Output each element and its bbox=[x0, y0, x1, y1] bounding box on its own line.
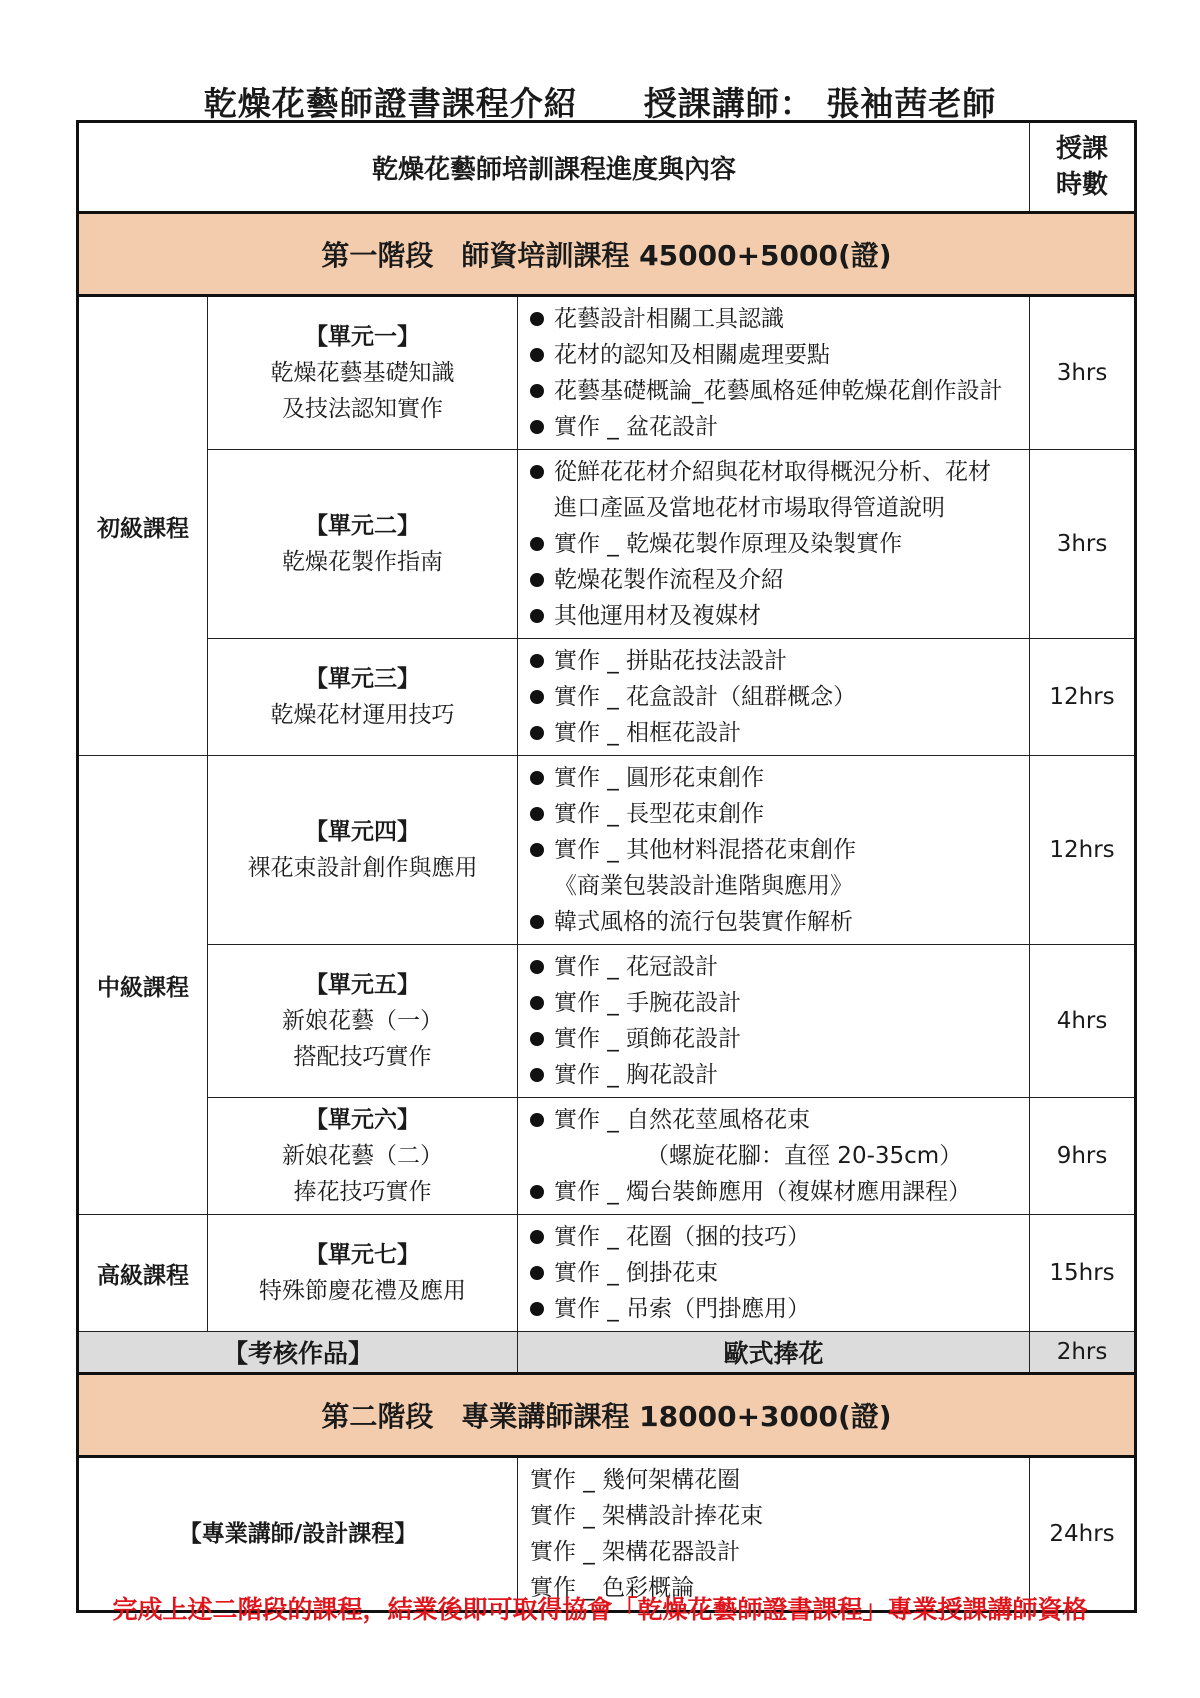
hours-cell: 24hrs bbox=[1030, 1457, 1136, 1612]
assessment-label: 【考核作品】 bbox=[78, 1332, 518, 1374]
list-item: 花藝設計相關工具認識 bbox=[526, 301, 1023, 337]
list-item: 實作 _ 乾燥花製作原理及染製實作 bbox=[526, 526, 1023, 562]
stage2-course-name: 【專業講師/設計課程】 bbox=[78, 1457, 518, 1612]
stage1-row bbox=[78, 213, 1136, 296]
table-row bbox=[78, 639, 1136, 756]
unit-cell: 【單元六】 新娘花藝（二） 捧花技巧實作 bbox=[208, 1098, 518, 1215]
bullet-icon bbox=[530, 960, 544, 974]
list-item: 實作 _ 架構設計捧花束 bbox=[530, 1503, 764, 1529]
items-cell bbox=[518, 756, 1030, 945]
table-row bbox=[78, 1457, 1136, 1612]
list-item: 從鮮花花材介紹與花材取得概況分析、花材 bbox=[526, 454, 1023, 490]
hours-cell: 12hrs bbox=[1030, 639, 1136, 756]
list-item: 實作 _ 燭台裝飾應用（複媒材應用課程） bbox=[526, 1174, 1023, 1210]
course-table bbox=[76, 120, 1137, 1613]
list-item: 實作 _ 倒掛花束 bbox=[526, 1255, 1023, 1291]
items-cell bbox=[518, 1098, 1030, 1215]
bullet-icon bbox=[530, 726, 544, 740]
table-row bbox=[78, 756, 1136, 945]
list-item: 實作 _ 圓形花束創作 bbox=[526, 760, 1023, 796]
list-item: 其他運用材及複媒材 bbox=[526, 598, 1023, 634]
bullet-icon bbox=[530, 384, 544, 398]
items-cell bbox=[518, 1457, 1030, 1612]
list-item: 韓式風格的流行包裝實作解析 bbox=[526, 904, 1023, 940]
page-title bbox=[0, 78, 1200, 125]
bullet-icon bbox=[530, 465, 544, 479]
bullet-icon bbox=[530, 654, 544, 668]
table-header-row bbox=[78, 122, 1136, 213]
bullet-icon bbox=[530, 1113, 544, 1127]
list-item: 實作 _ 拼貼花技法設計 bbox=[526, 643, 1023, 679]
instructor-name: 授課講師： 張袖茜老師 bbox=[643, 84, 997, 123]
bullet-icon bbox=[530, 1266, 544, 1280]
bullet-icon bbox=[530, 996, 544, 1010]
list-item: 進口產區及當地花材市場取得管道說明 bbox=[554, 495, 945, 521]
bullet-icon bbox=[530, 537, 544, 551]
bullet-icon bbox=[530, 609, 544, 623]
list-item: 實作 _ 胸花設計 bbox=[526, 1057, 1023, 1093]
bullet-icon bbox=[530, 690, 544, 704]
list-item: 實作 _ 手腕花設計 bbox=[526, 985, 1023, 1021]
course-title: 乾燥花藝師證書課程介紹 bbox=[203, 84, 578, 123]
bullet-icon bbox=[530, 771, 544, 785]
bullet-icon bbox=[530, 1302, 544, 1316]
list-item: 實作 _ 色彩概論 bbox=[530, 1575, 695, 1601]
list-item: 實作 _ 自然花莖風格花束 bbox=[526, 1102, 1023, 1138]
unit-cell: 【單元五】 新娘花藝（一） 搭配技巧實作 bbox=[208, 945, 518, 1098]
table-row bbox=[78, 945, 1136, 1098]
unit-cell: 【單元四】 裸花束設計創作與應用 bbox=[208, 756, 518, 945]
hours-cell: 3hrs bbox=[1030, 296, 1136, 450]
list-item: 實作 _ 架構花器設計 bbox=[530, 1539, 741, 1565]
unit-cell: 【單元二】 乾燥花製作指南 bbox=[208, 450, 518, 639]
table-row bbox=[78, 1098, 1136, 1215]
list-item: 實作 _ 長型花束創作 bbox=[526, 796, 1023, 832]
items-cell bbox=[518, 1215, 1030, 1332]
assessment-work: 歐式捧花 bbox=[518, 1332, 1030, 1374]
bullet-icon bbox=[530, 807, 544, 821]
list-item: 實作 _ 頭飾花設計 bbox=[526, 1021, 1023, 1057]
list-item: 實作 _ 幾何架構花圈 bbox=[530, 1467, 741, 1493]
list-item: 花藝基礎概論_花藝風格延伸乾燥花創作設計 bbox=[526, 373, 1023, 409]
list-item: 實作 _ 花盒設計（組群概念） bbox=[526, 679, 1023, 715]
items-cell bbox=[518, 639, 1030, 756]
bullet-icon bbox=[530, 1068, 544, 1082]
items-cell bbox=[518, 450, 1030, 639]
unit-cell: 【單元七】 特殊節慶花禮及應用 bbox=[208, 1215, 518, 1332]
hours-cell: 3hrs bbox=[1030, 450, 1136, 639]
table-row bbox=[78, 296, 1136, 450]
stage2-banner: 第二階段 專業講師課程 18000+3000(證) bbox=[78, 1374, 1136, 1457]
list-item: 實作 _ 其他材料混搭花束創作 bbox=[526, 832, 1023, 868]
table-row bbox=[78, 450, 1136, 639]
list-item: 實作 _ 吊索（門掛應用） bbox=[526, 1291, 1023, 1327]
bullet-icon bbox=[530, 915, 544, 929]
bullet-icon bbox=[530, 348, 544, 362]
list-item: 實作 _ 花圈（捆的技巧） bbox=[526, 1219, 1023, 1255]
hours-cell: 12hrs bbox=[1030, 756, 1136, 945]
assessment-hours: 2hrs bbox=[1030, 1332, 1136, 1374]
list-item: 乾燥花製作流程及介紹 bbox=[526, 562, 1023, 598]
items-cell bbox=[518, 945, 1030, 1098]
level-advanced: 高級課程 bbox=[78, 1215, 208, 1332]
list-item: 實作 _ 相框花設計 bbox=[526, 715, 1023, 751]
footer-note: 完成上述二階段的課程，結業後即可取得協會「乾燥花藝師證書課程」專業授課講師資格 bbox=[112, 1595, 1088, 1624]
bullet-icon bbox=[530, 1185, 544, 1199]
bullet-icon bbox=[530, 1032, 544, 1046]
content-header: 乾燥花藝師培訓課程進度與內容 bbox=[78, 122, 1030, 213]
list-item: 實作 _ 盆花設計 bbox=[526, 409, 1023, 445]
stage2-row bbox=[78, 1374, 1136, 1457]
unit-cell: 【單元一】 乾燥花藝基礎知識 及技法認知實作 bbox=[208, 296, 518, 450]
hours-cell: 4hrs bbox=[1030, 945, 1136, 1098]
hours-header: 授課 時數 bbox=[1030, 122, 1136, 213]
bullet-icon bbox=[530, 312, 544, 326]
level-intermediate: 中級課程 bbox=[78, 756, 208, 1215]
items-cell bbox=[518, 296, 1030, 450]
unit-cell: 【單元三】 乾燥花材運用技巧 bbox=[208, 639, 518, 756]
hours-cell: 9hrs bbox=[1030, 1098, 1136, 1215]
bullet-icon bbox=[530, 843, 544, 857]
level-beginner: 初級課程 bbox=[78, 296, 208, 756]
list-item: 花材的認知及相關處理要點 bbox=[526, 337, 1023, 373]
bullet-icon bbox=[530, 573, 544, 587]
table-row bbox=[78, 1215, 1136, 1332]
hours-cell: 15hrs bbox=[1030, 1215, 1136, 1332]
bullet-icon bbox=[530, 1230, 544, 1244]
list-item: 實作 _ 花冠設計 bbox=[526, 949, 1023, 985]
stage1-banner: 第一階段 師資培訓課程 45000+5000(證) bbox=[78, 213, 1136, 296]
bullet-icon bbox=[530, 420, 544, 434]
list-item: （螺旋花腳：直徑 20-35cm） bbox=[646, 1143, 963, 1169]
list-item: 《商業包裝設計進階與應用》 bbox=[554, 873, 853, 899]
assessment-row bbox=[78, 1332, 1136, 1374]
